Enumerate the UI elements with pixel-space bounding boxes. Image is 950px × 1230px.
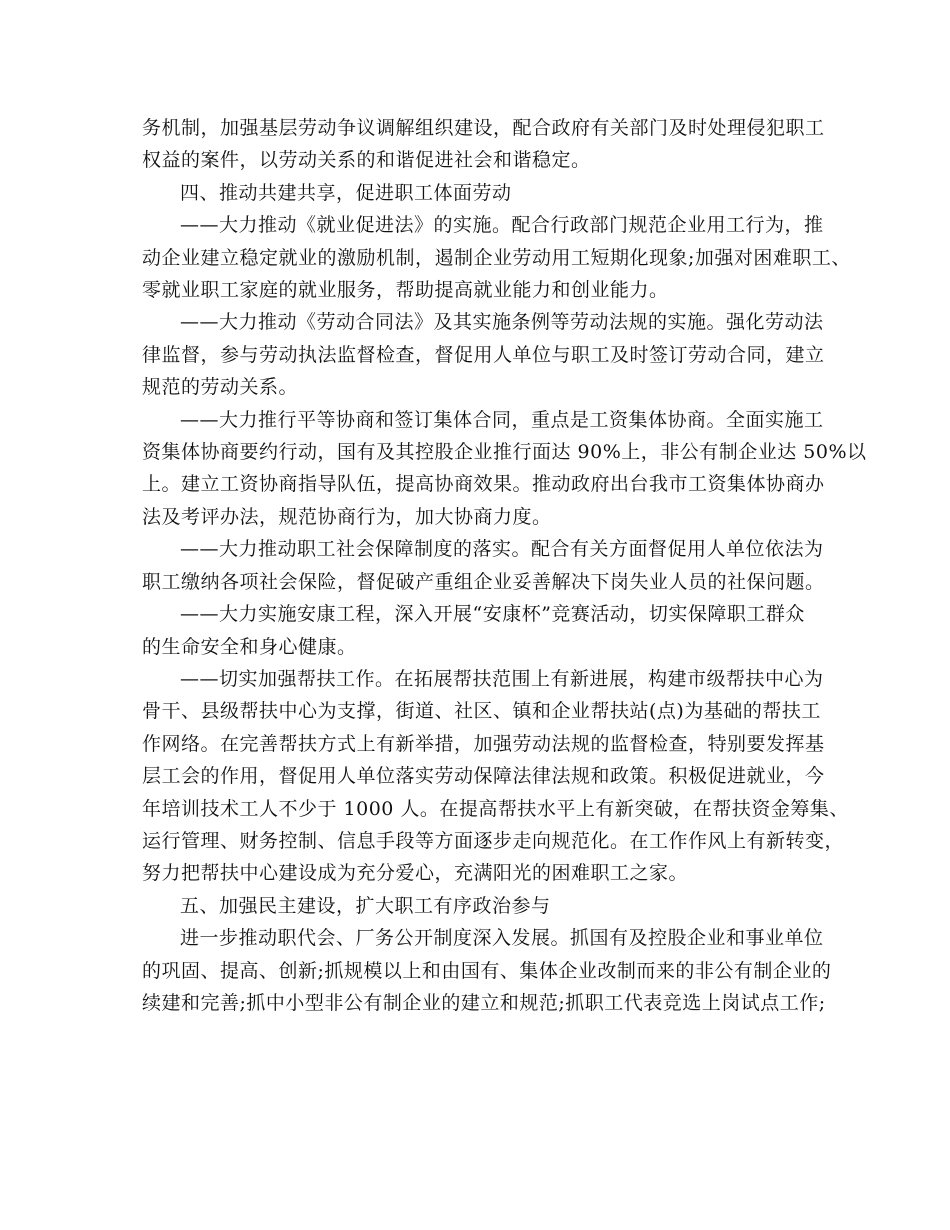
text-line: 上。建立工资协商指导队伍，提高协商效果。推动政府出台我市工资集体协商办 — [142, 473, 825, 496]
text-line: 进一步推动职代会、厂务公开制度深入发展。抓国有及控股企业和事业单位 — [180, 927, 824, 950]
text-line: 续建和完善;抓中小型非公有制企业的建立和规范;抓职工代表竞选上岗试点工作; — [142, 991, 826, 1014]
text-line: 权益的案件，以劳动关系的和谐促进社会和谐稳定。 — [142, 149, 591, 172]
text-line: 年培训技术工人不少于 1000 人。在提高帮扶水平上有新突破，在帮扶资金筹集、 — [142, 797, 849, 820]
text-line: ——切实加强帮扶工作。在拓展帮扶范围上有新进展，构建市级帮扶中心为 — [180, 667, 824, 690]
text-line: 律监督，参与劳动执法监督检查，督促用人单位与职工及时签订劳动合同，建立 — [142, 343, 825, 366]
text-line: 骨干、县级帮扶中心为支撑，街道、社区、镇和企业帮扶站(点)为基础的帮扶工 — [142, 700, 821, 723]
text-line: ——大力推动《劳动合同法》及其实施条例等劳动法规的实施。强化劳动法 — [180, 311, 824, 334]
section-heading: 五、加强民主建设，扩大职工有序政治参与 — [180, 894, 551, 917]
text-line: 资集体协商要约行动，国有及其控股企业推行面达 90%上，非公有制企业达 50%以 — [142, 441, 867, 464]
document-body — [142, 112, 867, 1019]
text-line: ——大力推动《就业促进法》的实施。配合行政部门规范企业用工行为，推 — [180, 214, 824, 237]
text-line: ——大力实施安康工程，深入开展“安康杯”竞赛活动，切实保障职工群众 — [180, 603, 805, 626]
text-line: 层工会的作用，督促用人单位落实劳动保障法律法规和政策。积极促进就业，今 — [142, 765, 825, 788]
text-line: 的生命安全和身心健康。 — [142, 635, 357, 658]
text-line: 动企业建立稳定就业的激励机制，遏制企业劳动用工短期化现象;加强对困难职工、 — [142, 246, 851, 269]
text-line: 职工缴纳各项社会保险，督促破产重组企业妥善解决下岗失业人员的社保问题。 — [142, 570, 825, 593]
text-line: 零就业职工家庭的就业服务，帮助提高就业能力和创业能力。 — [142, 279, 669, 302]
text-line: 法及考评办法，规范协商行为，加大协商力度。 — [142, 505, 552, 528]
text-line: 运行管理、财务控制、信息手段等方面逐步走向规范化。在工作作风上有新转变， — [142, 829, 845, 852]
section-heading: 四、推动共建共享，促进职工体面劳动 — [180, 181, 512, 204]
text-line: 规范的劳动关系。 — [142, 376, 299, 399]
text-line: ——大力推行平等协商和签订集体合同，重点是工资集体协商。全面实施工 — [180, 408, 824, 431]
text-line: 的巩固、提高、创新;抓规模以上和由国有、集体企业改制而来的非公有制企业的 — [142, 959, 832, 982]
text-line: 作网络。在完善帮扶方式上有新举措，加强劳动法规的监督检查，特别要发挥基 — [142, 732, 825, 755]
text-line: 务机制，加强基层劳动争议调解组织建设，配合政府有关部门及时处理侵犯职工 — [142, 117, 825, 139]
text-line: 努力把帮扶中心建设成为充分爱心，充满阳光的困难职工之家。 — [142, 862, 689, 885]
text-line: ——大力推动职工社会保障制度的落实。配合有关方面督促用人单位依法为 — [180, 538, 824, 561]
